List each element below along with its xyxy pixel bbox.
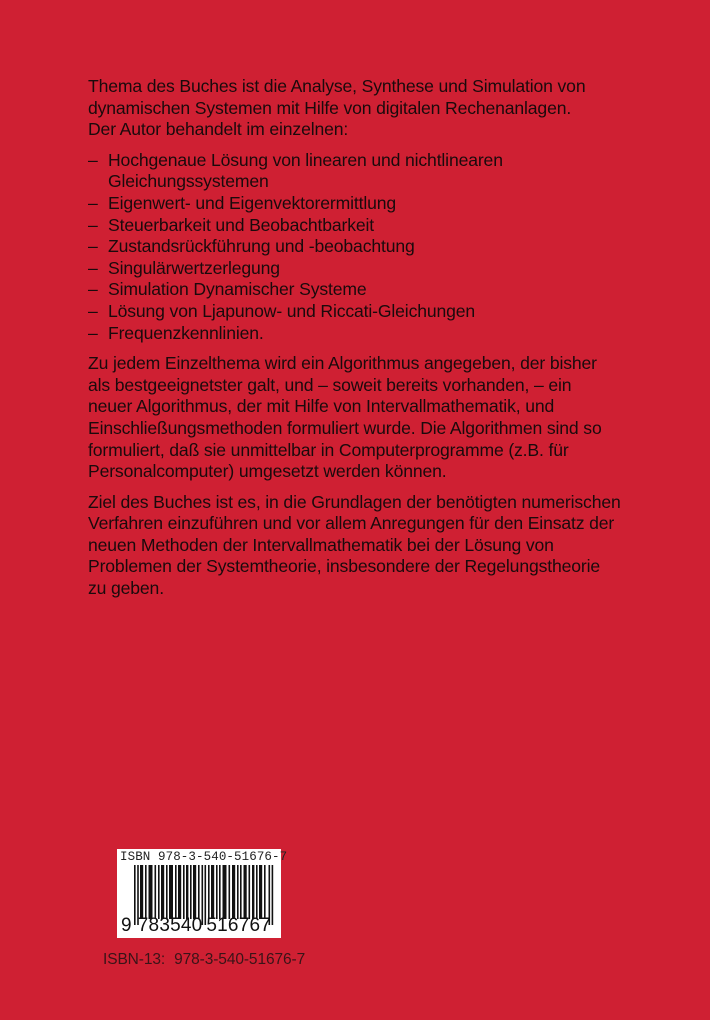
topic-item (88, 279, 688, 301)
topic-text: Frequenzkennlinien. (108, 322, 264, 343)
isbn-barcode (117, 849, 288, 938)
barcode-isbn-header: ISBN 978-3-540-51676-7 (120, 850, 288, 864)
topics-list (88, 150, 688, 344)
dash-bullet-icon: – (88, 257, 98, 278)
goal-paragraph (88, 492, 688, 600)
intro-line: dynamischen Systemen mit Hilfe von digitalen Rechenanlagen. (88, 97, 572, 118)
paragraph-line: neuer Algorithmus, der mit Hilfe von Intervallmathematik, und (88, 396, 555, 417)
isbn13-line (103, 951, 305, 969)
paragraph-line: formuliert, daß sie unmittelbar in Computerprogramme (z.B. für (88, 439, 569, 460)
dash-bullet-icon: – (88, 279, 98, 300)
topic-text-continuation: Gleichungssystemen (108, 171, 269, 192)
paragraph-line: Ziel des Buches ist es, in die Grundlagen der benötigten numerischen (88, 491, 621, 512)
barcode-digits (121, 915, 271, 937)
topic-text: Singulärwertzerlegung (108, 257, 280, 278)
algorithms-paragraph (88, 353, 688, 483)
topic-text: Hochgenaue Lösung von linearen und nichtlinearen (108, 149, 503, 170)
dash-bullet-icon: – (88, 300, 98, 321)
back-cover-text (88, 76, 688, 609)
barcode-lead-digit: 9 (121, 915, 132, 936)
dash-bullet-icon: – (88, 192, 98, 213)
paragraph-line: neuen Methoden der Intervallmathematik bei der Lösung von (88, 534, 554, 555)
paragraph-line: Personalcomputer) umgesetzt werden können. (88, 461, 447, 482)
topic-text: Eigenwert- und Eigenvektorermittlung (108, 192, 396, 213)
topic-item (88, 236, 688, 258)
paragraph-line: zu geben. (88, 578, 164, 599)
topic-text: Simulation Dynamischer Systeme (108, 279, 367, 300)
topic-item (88, 193, 688, 215)
intro-line: Thema des Buches ist die Analyse, Synthese und Simulation von (88, 76, 586, 96)
paragraph-line: Problemen der Systemtheorie, insbesondere der Regelungstheorie (88, 556, 600, 577)
topic-item (88, 258, 688, 280)
topic-text: Zustandsrückführung und -beobachtung (108, 236, 415, 257)
dash-bullet-icon: – (88, 322, 98, 343)
topic-item (88, 150, 688, 193)
dash-bullet-icon: – (88, 149, 98, 170)
topic-item (88, 301, 688, 323)
paragraph-line: als bestgeeignetster galt, und – soweit bereits vorhanden, – ein (88, 374, 572, 395)
barcode-digit-group-1: 783540 (137, 915, 203, 936)
topic-item (88, 215, 688, 237)
intro-paragraph (88, 76, 688, 141)
isbn13-label: ISBN-13: (103, 951, 166, 968)
dash-bullet-icon: – (88, 214, 98, 235)
isbn13-value: 978-3-540-51676-7 (174, 951, 306, 968)
paragraph-line: Zu jedem Einzelthema wird ein Algorithmus angegeben, der bisher (88, 353, 597, 374)
barcode-digit-group-2: 516767 (206, 915, 271, 936)
topic-text: Lösung von Ljapunow- und Riccati-Gleichungen (108, 300, 476, 321)
paragraph-line: Verfahren einzuführen und vor allem Anregungen für den Einsatz der (88, 513, 615, 534)
topic-text: Steuerbarkeit und Beobachtbarkeit (108, 214, 374, 235)
intro-line: Der Autor behandelt im einzelnen: (88, 119, 349, 140)
dash-bullet-icon: – (88, 236, 98, 257)
topic-item (88, 323, 688, 345)
paragraph-line: Einschließungsmethoden formuliert wurde. Die Algorithmen sind so (88, 417, 602, 438)
